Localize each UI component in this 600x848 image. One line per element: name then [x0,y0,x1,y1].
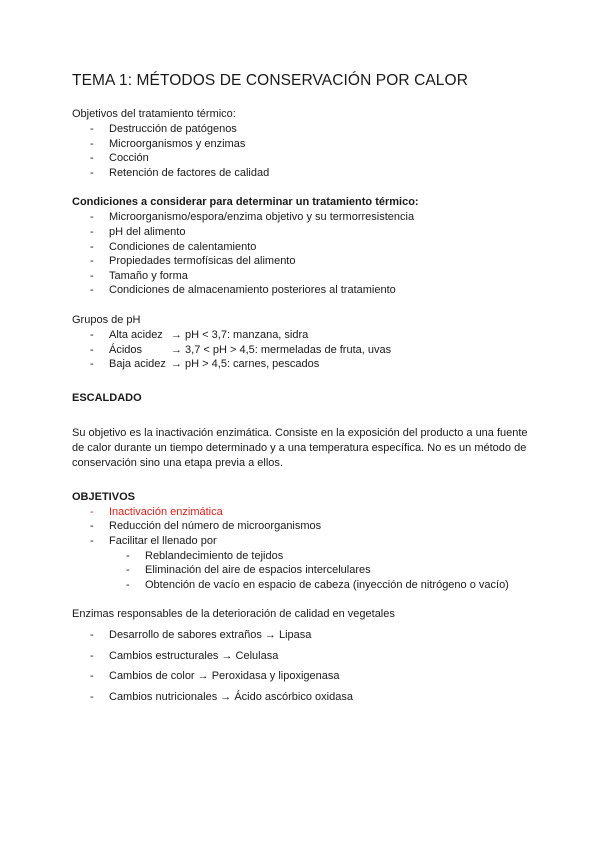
sub-list-item: - Eliminación del aire de espacios intercelulares [72,563,542,578]
objetivos-sublist [72,549,542,593]
ph-group-desc: → pH > 4,5: carnes, pescados [171,358,320,371]
escaldado-heading: ESCALDADO [72,391,142,404]
objetivos-list [72,505,542,549]
list-item: - Cambios nutricionales → Ácido ascórbico oxidasa [72,687,542,708]
ph-group-label: Ácidos [109,343,143,356]
list-item: - Cocción [72,151,542,166]
list-item-highlight: - Inactivación enzimática [72,505,542,520]
list-item: - Desarrollo de sabores extraños → Lipasa [72,625,542,646]
ph-group-desc: → 3,7 < pH > 4,5: mermeladas de fruta, uvas [171,343,392,356]
list-item [72,328,542,343]
list-item: - Tamaño y forma [72,269,542,284]
list-item: - Reducción del número de microorganismos [72,519,542,534]
objetivos-heading: OBJETIVOS [72,490,135,503]
document-page [72,72,542,707]
grupos-ph-list [72,328,542,372]
list-item: - Microorganismos y enzimas [72,137,542,152]
objetivos-tratamiento-heading: Objetivos del tratamiento térmico: [72,108,236,120]
escaldado-paragraph: Su objetivo es la inactivación enzimática. Consiste en la exposición del producto a una fuente de calor durante un tiempo determinado y a una temperatura específica. No es un método de conservación sino una etapa previa a ellos. [72,426,528,469]
list-item: - Condiciones de calentamiento [72,240,542,255]
condiciones-list [72,210,542,298]
list-item: - Propiedades termofísicas del alimento [72,254,542,269]
enzimas-heading: Enzimas responsables de la deterioración de calidad en vegetales [72,608,395,621]
grupos-ph-heading: Grupos de pH [72,313,141,326]
list-item: - Microorganismo/espora/enzima objetivo y su termorresistencia [72,210,542,225]
condiciones-heading: Condiciones a considerar para determinar un tratamiento térmico: [72,196,419,209]
sub-list-item: - Obtención de vacío en espacio de cabeza (inyección de nitrógeno o vacío) [72,578,542,593]
list-item: - Cambios estructurales → Celulasa [72,646,542,667]
list-item: - Condiciones de almacenamiento posteriores al tratamiento [72,283,542,298]
list-item [72,357,542,372]
list-item [72,343,542,358]
enzimas-list [72,625,542,707]
list-item: - Facilitar el llenado por [72,534,542,549]
objetivos-tratamiento-list [72,122,542,180]
sub-list-item: - Reblandecimiento de tejidos [72,549,542,564]
list-item: - Retención de factores de calidad [72,166,542,181]
ph-group-desc: → pH < 3,7: manzana, sidra [171,328,309,341]
list-item: - Cambios de color → Peroxidasa y lipoxigenasa [72,666,542,687]
list-item: - pH del alimento [72,225,542,240]
list-item: - Destrucción de patógenos [72,122,542,137]
ph-group-label: Alta acidez [109,328,163,341]
ph-group-label: Baja acidez [109,358,166,371]
document-title: TEMA 1: MÉTODOS DE CONSERVACIÓN POR CALOR [72,72,468,89]
